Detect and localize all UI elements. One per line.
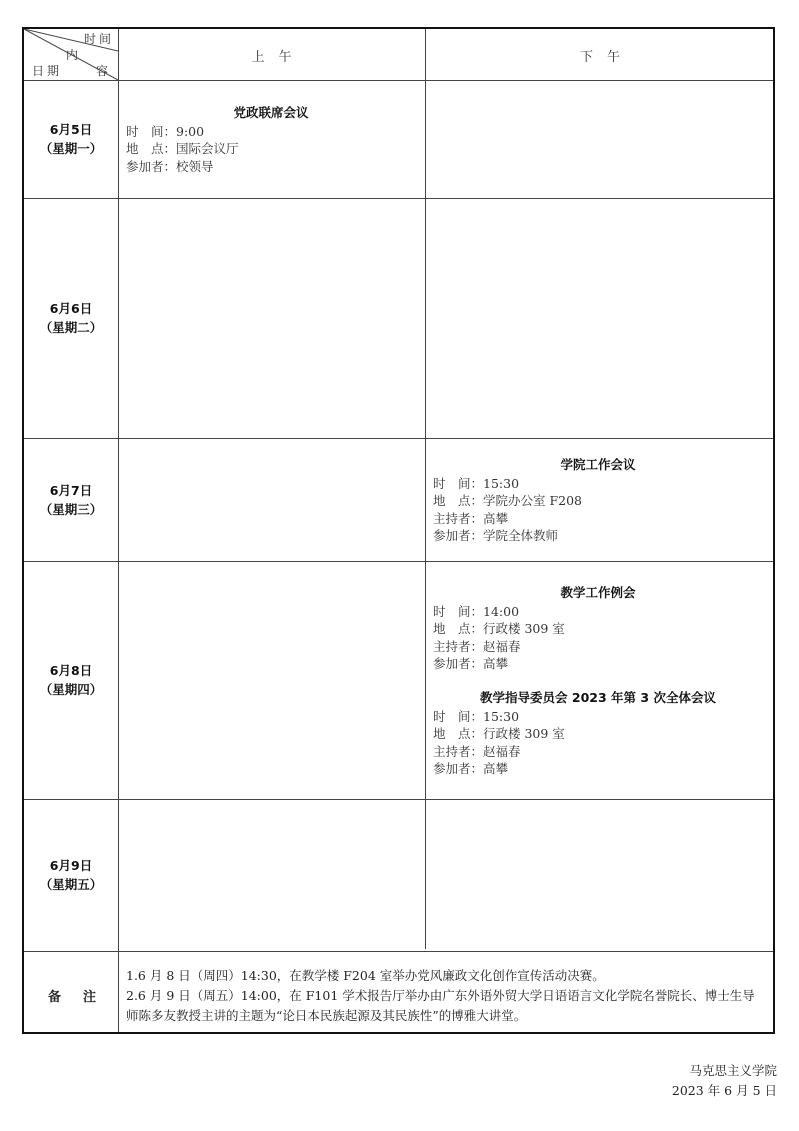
- notes-content: [126, 966, 766, 1026]
- event-jun5-morning: [126, 104, 416, 175]
- footer-date: 2023 年 6 月 5 日: [671, 1083, 777, 1098]
- event-attendees: 参加者：校领导: [126, 158, 214, 174]
- row-divider-2: [24, 438, 773, 439]
- event-location: 地 点：行政楼 309 室: [433, 621, 565, 636]
- date-label: 6月6日: [49, 301, 93, 316]
- column-divider-date: [118, 29, 119, 1032]
- header-corner-content-1: 内: [66, 48, 79, 62]
- event-location: 地 点：学院办公室 F208: [433, 493, 583, 508]
- weekday-label: （星期二）: [39, 320, 103, 335]
- event-title: 教学工作例会: [560, 585, 636, 600]
- row-divider-1: [24, 198, 773, 199]
- header-corner-date: 日期: [32, 64, 63, 78]
- event-jun8-afternoon-2: [433, 689, 763, 778]
- footer-org: 马克思主义学院: [689, 1063, 777, 1078]
- event-title: 教学指导委员会 2023 年第 3 次全体会议: [480, 690, 716, 705]
- notes-label: 备注: [48, 990, 119, 1005]
- date-cell: [24, 561, 118, 799]
- weekday-label: （星期五）: [39, 877, 103, 892]
- date-cell: [24, 80, 118, 198]
- note-item: 1.6 月 8 日（周四）14:30，在教学楼 F204 室举办党风廉政文化创作宣传活动决赛。: [126, 968, 605, 983]
- date-label: 6月8日: [49, 663, 93, 678]
- column-divider-middle: [425, 29, 426, 949]
- header-morning: 上午: [251, 50, 306, 65]
- row-divider-4: [24, 799, 773, 800]
- event-time: 时 间：14:00: [433, 603, 520, 619]
- event-host: 主持者：高攀: [433, 510, 509, 526]
- event-host: 主持者：赵福春: [433, 638, 521, 654]
- header-afternoon: 下午: [579, 50, 634, 65]
- event-attendees: 参加者：高攀: [433, 761, 509, 776]
- date-cell: [24, 799, 118, 951]
- row-divider-5: [24, 951, 773, 952]
- event-title: 党政联席会议: [233, 105, 309, 120]
- event-location: 地 点：行政楼 309 室: [433, 726, 565, 741]
- date-cell: [24, 438, 118, 561]
- event-jun8-afternoon-1: [433, 584, 763, 673]
- event-host: 主持者：赵福春: [433, 743, 521, 759]
- event-attendees: 参加者：高攀: [433, 656, 509, 671]
- date-label: 6月9日: [49, 858, 93, 873]
- weekday-label: （星期四）: [39, 682, 103, 697]
- row-divider-3: [24, 561, 773, 562]
- header-corner-time: 时间: [84, 32, 115, 46]
- event-jun7-afternoon: [433, 456, 763, 545]
- event-time: 时 间：15:30: [433, 475, 520, 491]
- event-title: 学院工作会议: [560, 457, 636, 472]
- event-location: 地 点：国际会议厅: [126, 141, 239, 156]
- header-corner-content-2: 容: [96, 64, 109, 78]
- date-cell: [24, 198, 118, 438]
- date-label: 6月5日: [49, 122, 93, 137]
- date-label: 6月7日: [49, 482, 93, 498]
- note-item: 2.6 月 9 日（周五）14:00，在 F101 学术报告厅举办由广东外语外贸大学日语语言文化学院名誉院长、博士生导师陈多友教授主讲的主题为“论日本民族起源及其民族性”的博雅大讲堂。: [126, 988, 755, 1023]
- event-attendees: 参加者：学院全体教师: [433, 528, 559, 543]
- event-time: 时 间：15:30: [433, 708, 520, 724]
- schedule-table: [22, 27, 775, 1034]
- weekday-label: （星期三）: [39, 501, 103, 517]
- row-divider-header: [24, 80, 773, 81]
- weekday-label: （星期一）: [39, 141, 103, 156]
- event-time: 时 间：9:00: [126, 123, 205, 139]
